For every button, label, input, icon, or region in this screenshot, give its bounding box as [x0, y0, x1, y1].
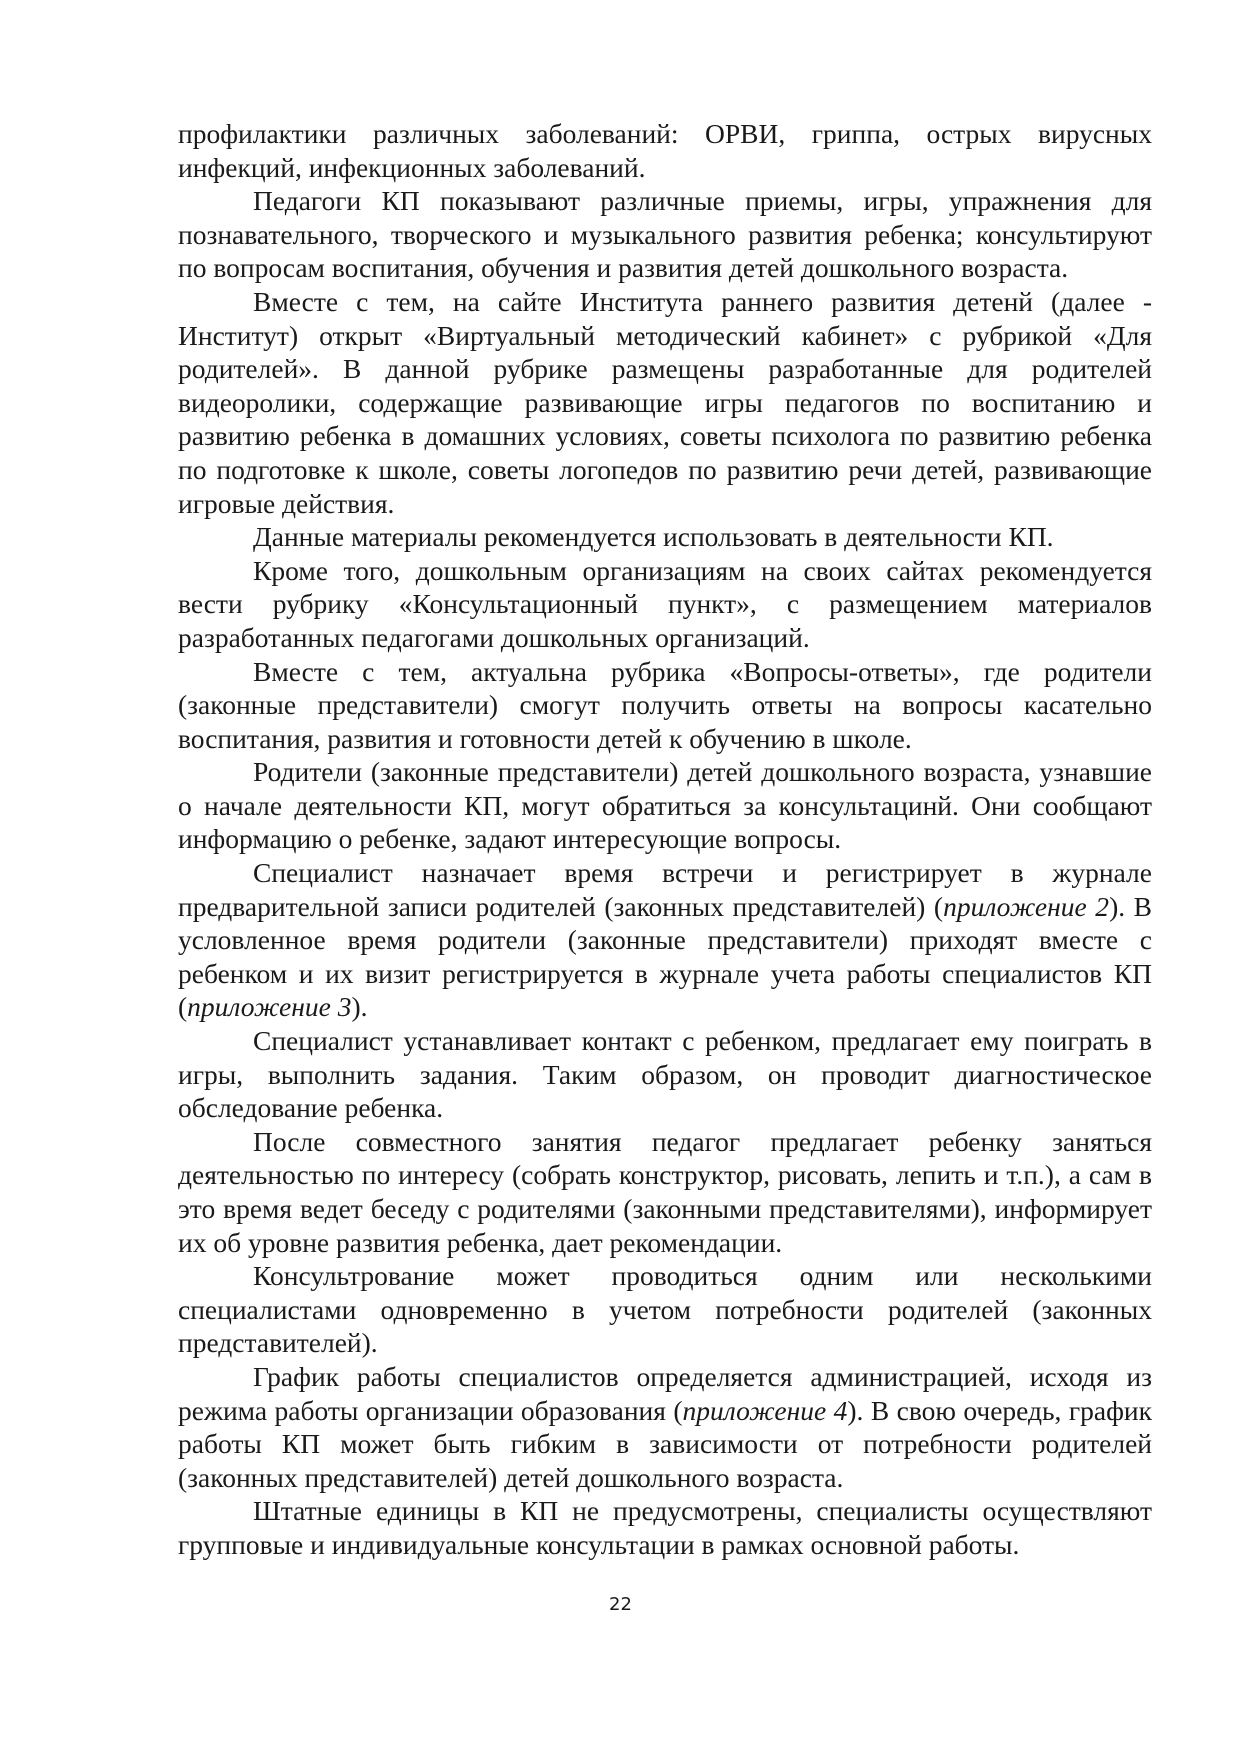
- paragraph-8-part-3: ).: [351, 991, 368, 1023]
- appendix-3-reference: приложение 3: [187, 991, 352, 1023]
- paragraph-1: профилактики различных заболеваний: ОРВИ, гриппа, острых вирусных инфекций, инфекционных заболеваний.: [178, 118, 1152, 183]
- paragraph-8-part-1: Специалист назначает время встречи и регистрирует в журнале предварительной записи родителей (законных представителей) (: [178, 857, 1152, 922]
- paragraph-8-part-2: ). В условленное время родители (законные представители) приходят вместе с ребенком и их визит регистрируется в журнале учета работы специалистов КП (: [178, 890, 1153, 1023]
- paragraph-5: Кроме того, дошкольным организациям на своих сайтах рекомендуется вести рубрику «Консультационный пункт», с размещением материалов разработанных педагогами дошкольных организаций.: [178, 554, 1152, 653]
- appendix-4-reference: приложение 4: [682, 1394, 848, 1426]
- paragraph-8: [178, 856, 1152, 1024]
- paragraph-6: Вместе с тем, актуальна рубрика «Вопросы-ответы», где родители (законные представители) смогут получить ответы на вопросы касательно воспитания, развития и готовности детей к обучению в школе.: [178, 655, 1152, 754]
- paragraph-7: Родители (законные представители) детей дошкольного возраста, узнавшие о начале деятельности КП, могут обратиться за консультацинй. Они сообщают информацию о ребенке, задают интересующие вопросы.: [178, 756, 1152, 855]
- paragraph-4: Данные материалы рекомендуется использовать в деятельности КП.: [253, 521, 1054, 553]
- paragraph-13: Штатные единицы в КП не предусмотрены, специалисты осуществляют групповые и индивидуальные консультации в рамках основной работы.: [178, 1495, 1152, 1560]
- page-number: 22: [609, 1594, 632, 1615]
- paragraph-12: [178, 1360, 1152, 1494]
- appendix-2-reference: приложение 2: [943, 890, 1110, 922]
- paragraph-2: Педагоги КП показывают различные приемы, игры, упражнения для познавательного, творческого и музыкального развития ребенка; консультируют по вопросам воспитания, обучения и развития детей дошкольного возраста.: [178, 185, 1152, 284]
- paragraph-11: Консультрование может проводиться одним или несколькими специалистами одновременно в учетом потребности родителей (законных представителей).: [178, 1260, 1152, 1359]
- paragraph-12-part-1: График работы специалистов определяется администрацией, исходя из режима работы организации образования (: [178, 1360, 1152, 1426]
- paragraph-10: После совместного занятия педагог предлагает ребенку заняться деятельностью по интересу (собрать конструктор, рисовать, лепить и т.п.), а сам в это время ведет беседу с родителями (законными представителями), информирует их об уровне развития ребенка, дает рекомендации.: [178, 1125, 1152, 1258]
- body-text: [178, 117, 1152, 1562]
- paragraph-3: Вместе с тем, на сайте Института раннего развития детенй (далее - Институт) открыт «Виртуальный методический кабинет» с рубрикой «Для родителей». В данной рубрике размещены разработанные для родителей видеоролики, содержащие развивающие игры педагогов по воспитанию и развитию ребенка в домашних условиях, советы психолога по развитию ребенка по подготовке к школе, советы логопедов по развитию речи детей, развивающие игровые действия.: [178, 285, 1152, 519]
- paragraph-9: Специалист устанавливает контакт с ребенком, предлагает ему поиграть в игры, выполнить задания. Таким образом, он проводит диагностическое обследование ребенка.: [178, 1025, 1152, 1124]
- paragraph-12-part-2: ). В свою очередь, график работы КП может быть гибким в зависимости от потребности родителей (законных представителей) детей дошкольного возраста.: [178, 1394, 1152, 1493]
